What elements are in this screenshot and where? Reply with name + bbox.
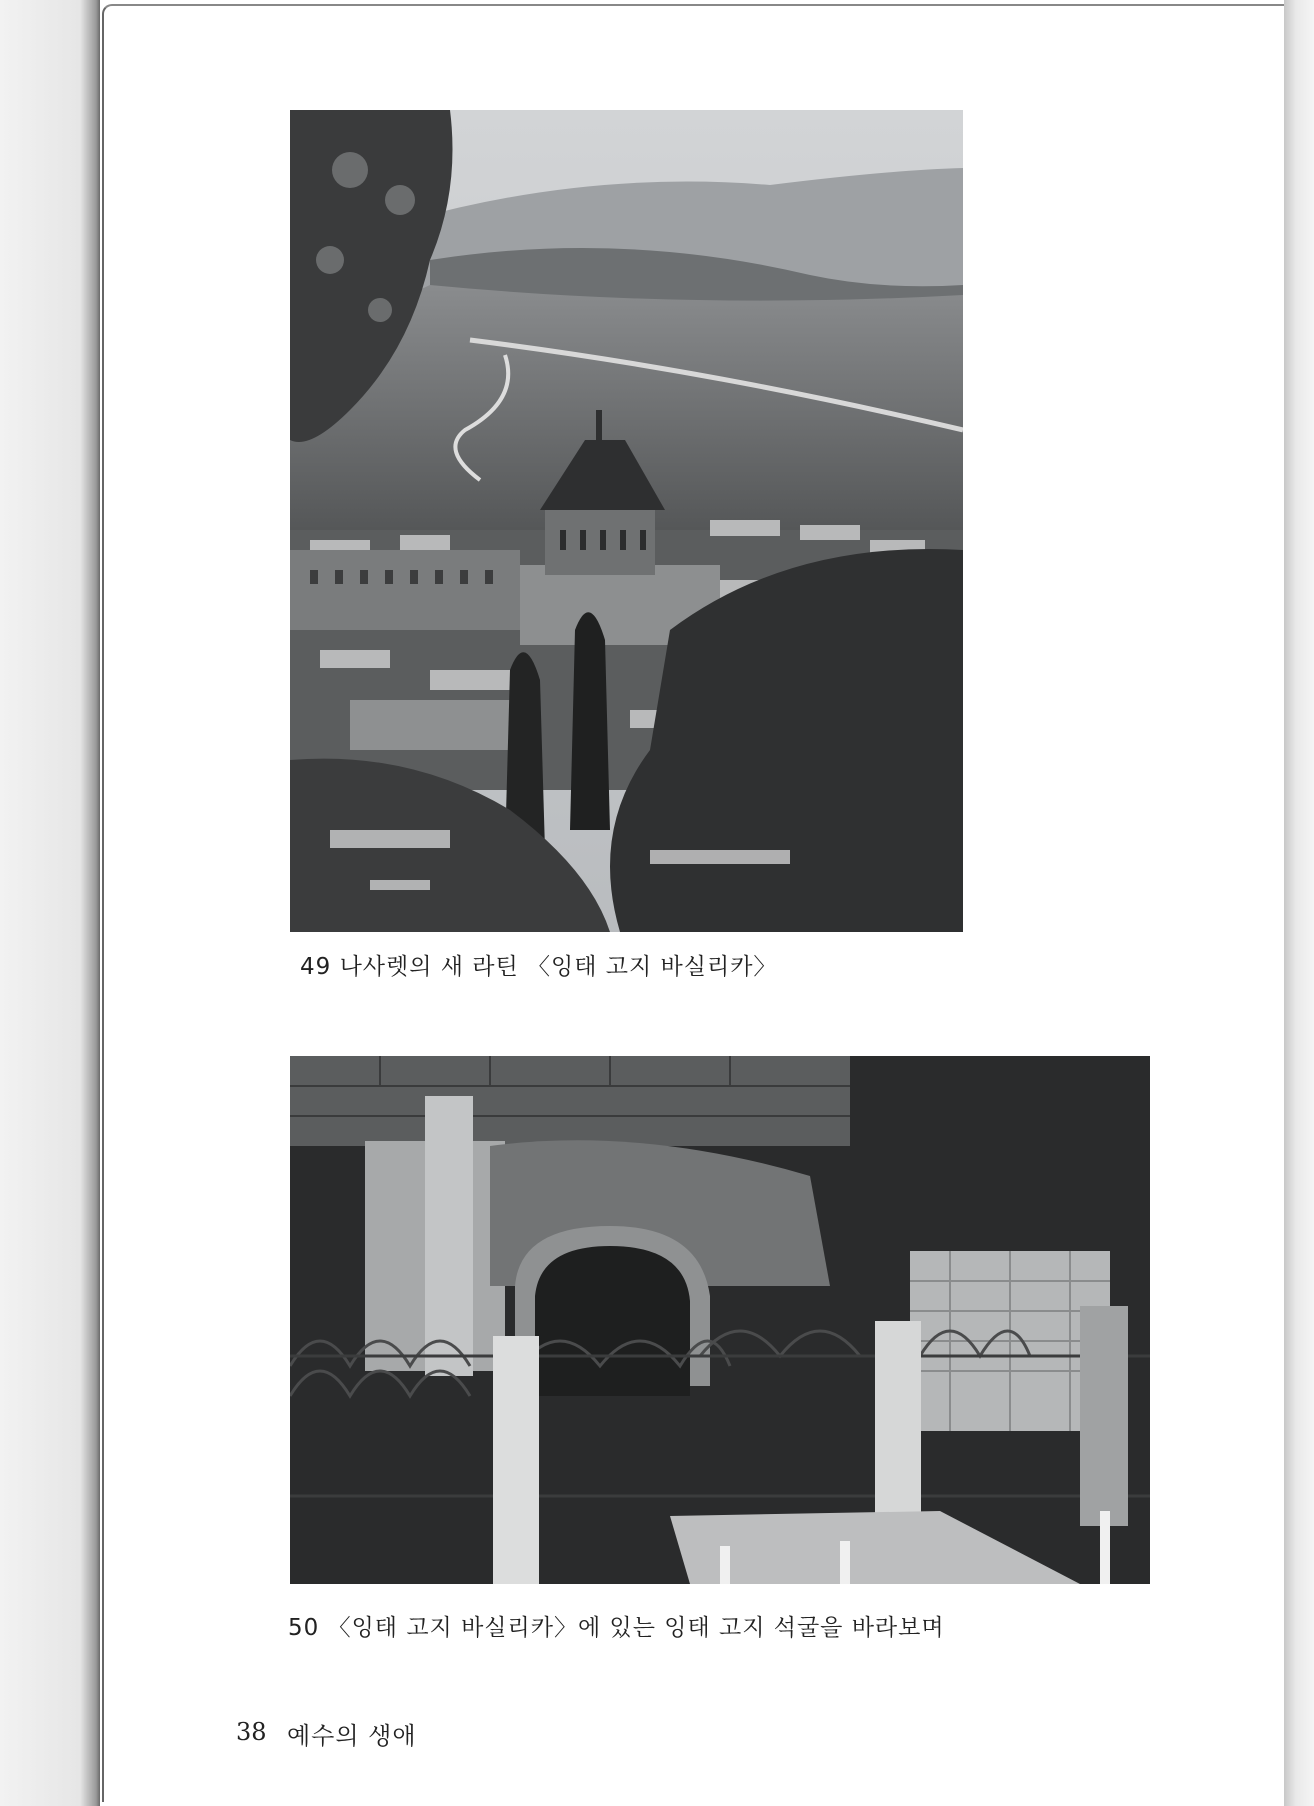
page-number: 38 <box>236 1718 267 1746</box>
scan-left-margin <box>0 0 100 1806</box>
figure-50-caption <box>288 1609 945 1642</box>
figure-50-photo <box>290 1056 1150 1584</box>
figure-49-caption <box>300 948 777 981</box>
figure-49-text: 나사렛의 새 라틴 〈잉태 고지 바실리카〉 <box>339 954 778 980</box>
figure-50-number: 50 <box>288 1615 320 1641</box>
running-book-title: 예수의 생애 <box>287 1722 417 1750</box>
figure-49-photo <box>290 110 963 932</box>
scan-right-margin <box>1284 0 1314 1806</box>
figure-50-text: 〈잉태 고지 바실리카〉에 있는 잉태 고지 석굴을 바라보며 <box>327 1615 945 1641</box>
figure-49-number: 49 <box>300 954 332 980</box>
